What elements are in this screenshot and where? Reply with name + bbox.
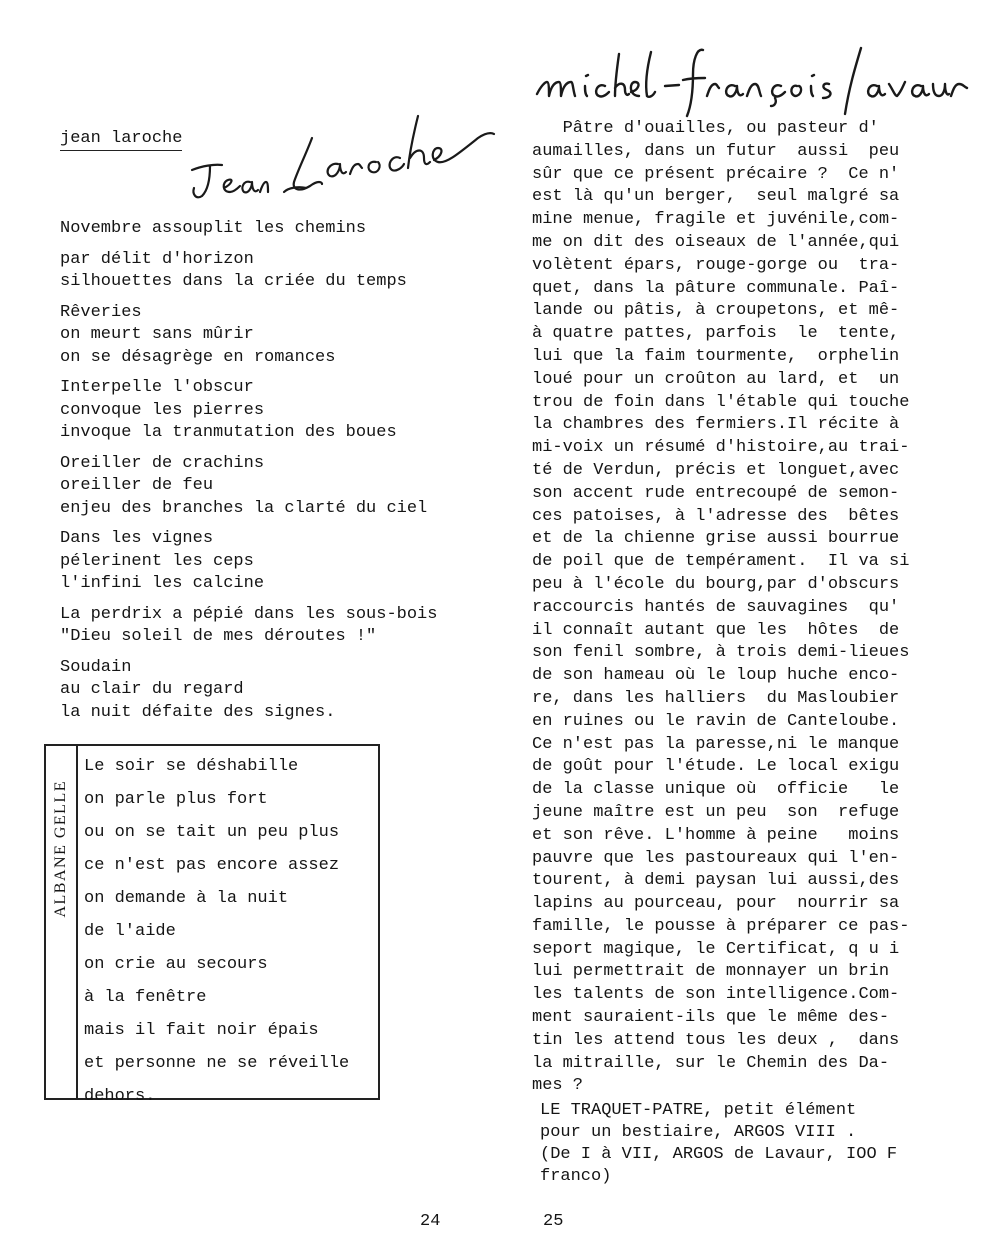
poem-line: Rêveries [60,302,142,322]
poem-line: convoque les pierres [60,400,265,420]
prose-line: mi-voix un résumé d'histoire,au trai- [532,438,910,458]
prose-line: mine menue, fragile et juvénile,com- [532,210,900,230]
box-divider [76,746,78,1098]
prose-line: trou de foin dans l'étable qui touche [532,392,910,412]
poem-stanza [60,528,500,596]
caption-line: franco) [540,1167,612,1186]
poem-line: pélerinent les ceps [60,551,254,571]
signature-michel-francois-lavaur [533,40,973,120]
poem-line: on meurt sans mûrir [60,325,254,344]
prose-line: aumailles, dans un futur aussi peu [532,141,900,161]
prose-line: et son rêve. L'homme à peine moins [532,825,900,845]
prose-line: famille, le pousse à préparer ce pas- [532,916,910,936]
box-poem-line: ce n'est pas encore assez [84,856,340,875]
box-poem-lines [84,750,349,1113]
page-number-left: 24 [420,1212,441,1231]
poem-stanza [60,218,500,241]
prose-line: à quatre pattes, parfois le tente, [532,324,900,344]
prose-line: seport magique, le Certificat, q u i [532,939,900,959]
poem-line: Interpelle l'obscur [60,378,254,397]
prose-text [532,118,972,1098]
prose-line: de goût pour l'étude. Le local exigu [532,757,900,777]
prose-line: ment sauraient-ils que le même des- [532,1008,890,1028]
prose-line: jeune maître est un peu son refuge [532,802,900,822]
prose-line: et de la chienne grise aussi bourrue [532,529,900,549]
prose-line: son accent rude entrecoupé de semon- [532,483,900,503]
prose-line: il connaît autant que les hôtes de [532,620,900,640]
prose-line: re, dans les halliers du Masloubier [532,688,900,708]
prose-line: sûr que ce présent précaire ? Ce n' [532,164,900,184]
prose-line: mes ? [532,1076,584,1096]
caption-line: LE TRAQUET-PATRE, petit élément [540,1101,857,1120]
box-poem-line: on crie au secours [84,955,268,974]
poem-line: au clair du regard [60,680,244,699]
poem-line: la nuit défaite des signes. [60,702,336,722]
poem-line: Novembre assouplit les chemins [60,219,367,238]
poem-line: l'infini les calcine [60,574,265,593]
prose-line: Pâtre d'ouailles, ou pasteur d' [532,119,879,138]
prose-line: de son hameau où le loup huche enco- [532,666,900,686]
poem-line: La perdrix a pépié dans les sous-bois [60,604,438,624]
box-poem-line: on demande à la nuit [84,889,289,908]
prose-line: tourent, à demi paysan lui aussi,des [532,871,900,891]
prose-line: loué pour un croûton au lard, et un [532,369,900,389]
prose-line: la chambres des fermiers.Il récite à [532,415,900,435]
author-name-left: jean laroche [60,130,182,151]
poem-stanza [60,453,500,521]
prose-line: volètent épars, rouge-gorge ou tra- [532,255,900,275]
caption-line: (De I à VII, ARGOS de Lavaur, IOO F [540,1145,898,1164]
prose-line: de poil que de tempérament. Il va si [532,552,910,572]
prose-line: ces patoises, à l'adresse des bêtes [532,506,900,526]
poem-line: silhouettes dans la criée du temps [60,272,407,291]
prose-line: est là qu'un berger, seul malgré sa [532,187,900,207]
prose-line: quet, dans la pâture communale. Paî- [532,278,900,298]
boxed-poem-albane-gelle [44,744,380,1106]
poem-line: "Dieu soleil de mes déroutes !" [60,627,377,646]
prose-line: lui permettrait de monnayer un brin [532,962,890,982]
caption-text [540,1100,980,1188]
poem-jean-laroche [60,218,500,732]
poem-line: Dans les vignes [60,529,214,548]
prose-line: me on dit des oiseaux de l'année,qui [532,232,900,252]
prose-line: son fenil sombre, à trois demi-lieues [532,643,910,663]
prose-line: lapins au pourceau, pour nourrir sa [532,894,900,914]
prose-line: peu à l'école du bourg,par d'obscurs [532,574,900,594]
prose-line: en ruines ou le ravin de Canteloube. [532,711,900,731]
prose-line: lande ou pâtis, à croupetons, et mê- [532,301,900,321]
prose-line: la mitraille, sur le Chemin des Da- [532,1053,890,1073]
poem-line: par délit d'horizon [60,249,254,269]
box-poem-line: Le soir se déshabille [84,757,299,776]
prose-line: raccourcis hantés de sauvagines qu' [532,597,900,617]
prose-line: Ce n'est pas la paresse,ni le manque [532,734,900,754]
poem-stanza [60,657,500,725]
box-poem-line: et personne ne se réveille [84,1054,350,1073]
poem-stanza [60,604,500,649]
box-poem-line: dehors. [84,1087,156,1106]
poem-stanza [60,249,500,294]
prose-line: les talents de son intelligence.Com- [532,985,900,1005]
box-poem-line: on parle plus fort [84,790,268,809]
prose-line: tin les attend tous les deux , dans [532,1030,900,1050]
poem-line: Soudain [60,657,132,677]
page-number-right: 25 [543,1212,564,1231]
caption-line: pour un bestiaire, ARGOS VIII . [540,1123,857,1142]
box-poem-line: ou on se tait un peu plus [84,823,340,842]
prose-line: té de Verdun, précis et longuet,avec [532,460,900,480]
box-poem-line: de l'aide [84,922,176,941]
poem-stanza [60,302,500,370]
poem-line: Oreiller de crachins [60,453,265,473]
box-poem-line: mais il fait noir épais [84,1021,319,1040]
poem-line: enjeu des branches la clarté du ciel [60,498,428,518]
prose-line: de la classe unique où officie le [532,780,900,800]
poem-line: oreiller de feu [60,476,214,495]
poem-stanza [60,377,500,445]
signature-jean-laroche [188,108,498,208]
box-poem-line: à la fenêtre [84,988,207,1007]
box-author-name: ALBANE GELLE [52,780,69,918]
prose-line: lui que la faim tourmente, orphelin [532,346,900,366]
poem-line: invoque la tranmutation des boues [60,423,397,442]
poem-line: on se désagrège en romances [60,347,336,367]
prose-line: pauvre que les pastoureaux qui l'en- [532,848,900,868]
box-author-label [49,754,73,944]
